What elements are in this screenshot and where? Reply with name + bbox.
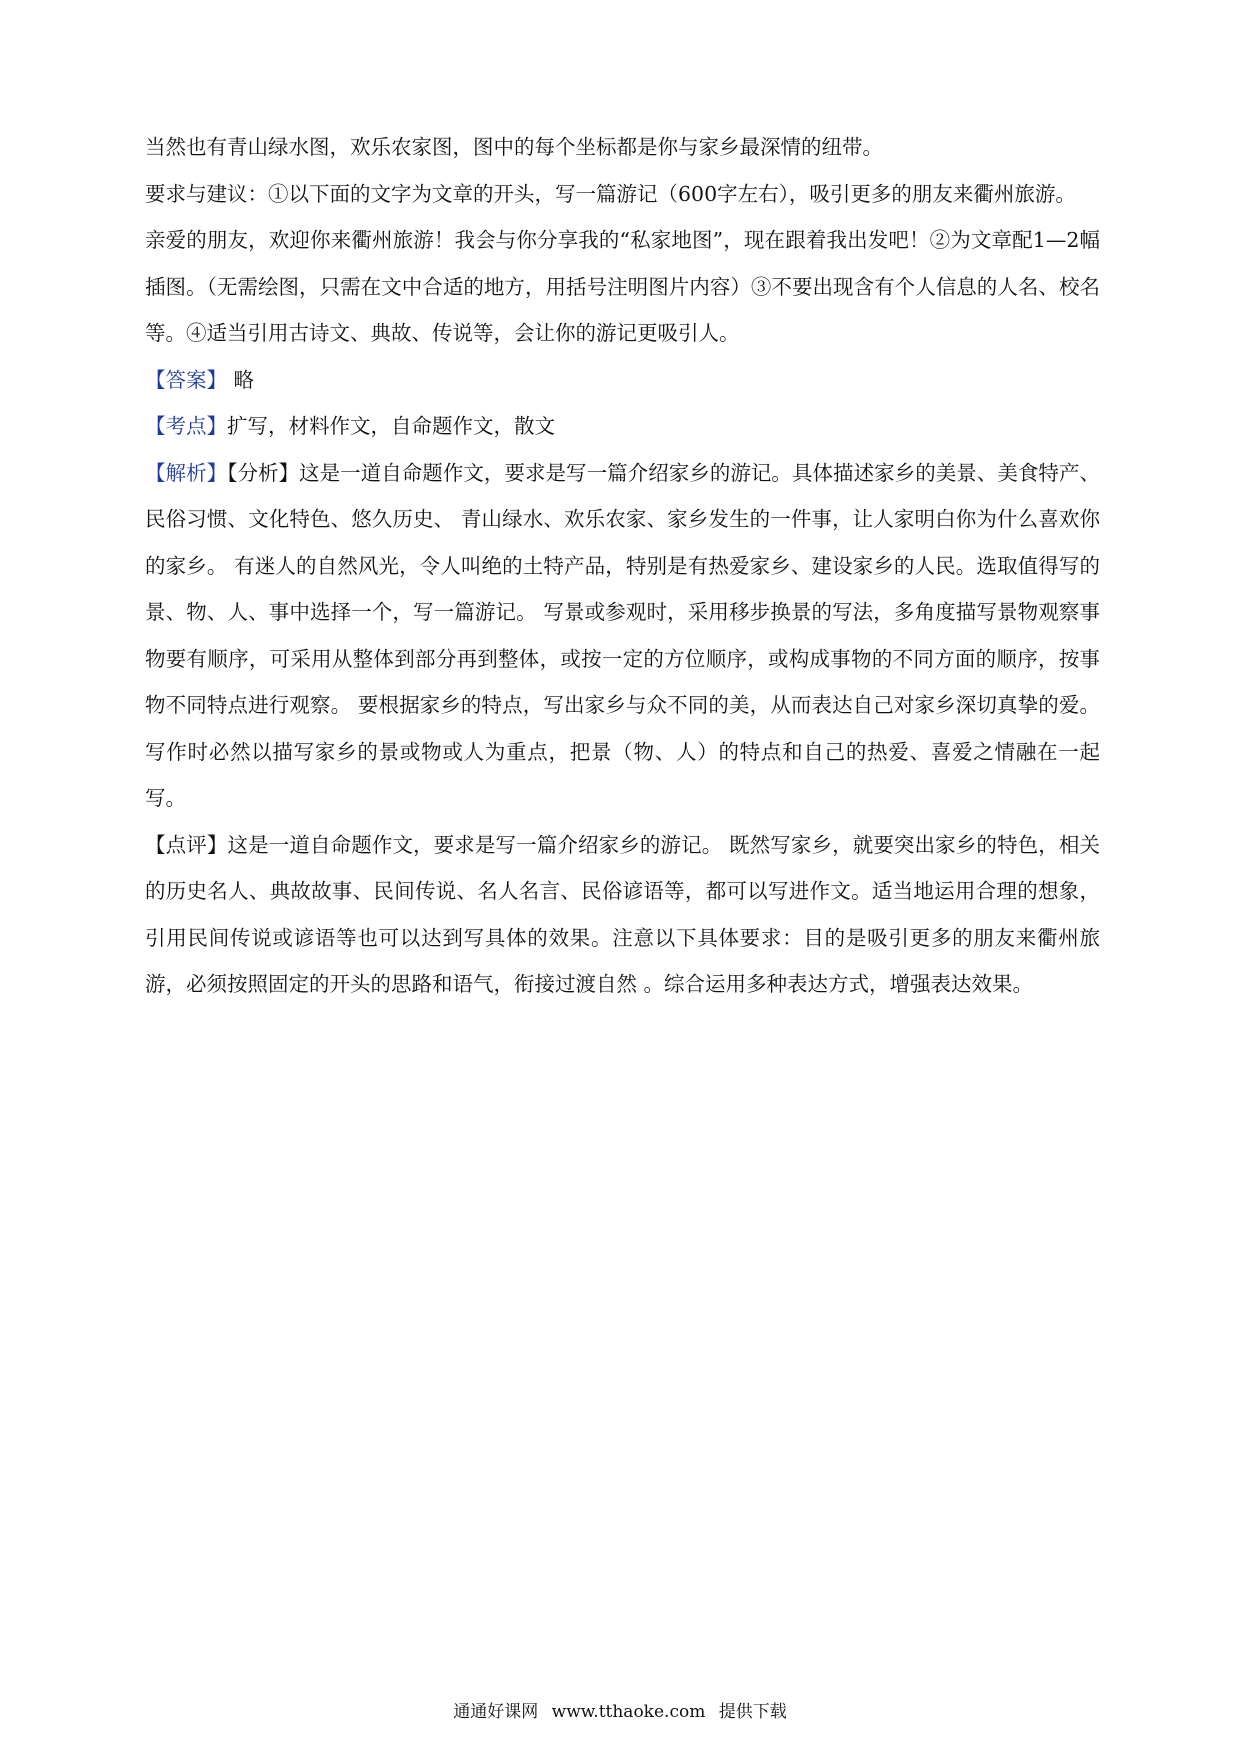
answer-section xyxy=(145,357,1100,404)
jiexi-section xyxy=(145,450,1100,822)
paragraph-opening-text: 亲爱的朋友，欢迎你来衢州旅游！我会与你分享我的“私家地图”，现在跟着我出发吧！②为文章配1—2幅插图。（无需绘图，只需在文中合适的地方，用括号注明图片内容）③不要出现含有个人信息的人名、校名等。④适当引用古诗文、典故、传说等，会让你的游记更吸引人。 xyxy=(145,228,1100,345)
answer-tag: 【答案】 xyxy=(145,367,227,392)
footer-site-name: 通通好课网 xyxy=(453,1702,539,1722)
jiexi-tag: 【解析】 xyxy=(145,460,228,485)
kaodian-text: 扩写，材料作文，自命题作文，散文 xyxy=(227,414,555,438)
footer-url[interactable]: www.tthaoke.com xyxy=(551,1702,706,1722)
dianping-tag: 【点评】 xyxy=(145,832,228,857)
kaodian-tag: 【考点】 xyxy=(145,414,227,438)
page-footer xyxy=(0,1700,1240,1724)
dianping-text: 这是一道自命题作文，要求是写一篇介绍家乡的游记。 既然写家乡，就要突出家乡的特色，相关的历史名人、典故故事、民间传说、名人名言、民俗谚语等，都可以写进作文。适当地运用合理的想象，引用民间传说或谚语等也可以达到写具体的效果。注意以下具体要求：目的是吸引更多的朋友来衢州旅游，必须按照固定的开头的思路和语气，衔接过渡自然 。综合运用多种表达方式，增强表达效果。 xyxy=(145,832,1101,996)
jiexi-text: 【分析】这是一道自命题作文，要求是写一篇介绍家乡的游记。具体描述家乡的美景、美食特产、民俗习惯、文化特色、悠久历史、 青山绿水、欢乐农家、家乡发生的一件事，让人家明白你为什么喜欢你的家乡。 有迷人的自然风光，令人叫绝的土特产品，特别是有热爱家乡、建设家乡的人民。选取值得写的景、物、人、事中选择一个，写一篇游记。 写景或参观时，采用移步换景的写法，多角度描写景物观察事物要有顺序，可采用从整体到部分再到整体，或按一定的方位顺序，或构成事物的不同方面的顺序，按事物不同特点进行观察。 要根据家乡的特点，写出家乡与众不同的美，从而表达自己对家乡深切真挚的爱。写作时必然以描写家乡的景或物或人为重点，把景（物、人）的特点和自己的热爱、喜爱之情融在一起写。 xyxy=(145,460,1101,810)
paragraph-requirements: 要求与建议：①以下面的文字为文章的开头，写一篇游记（600字左右），吸引更多的朋友来衢州旅游。 xyxy=(145,181,1076,206)
dianping-section xyxy=(145,822,1100,1008)
document-body xyxy=(145,124,1100,1008)
kaodian-section xyxy=(145,403,1100,450)
footer-action: 提供下载 xyxy=(718,1702,787,1722)
paragraph-intro: 当然也有青山绿水图，欢乐农家图，图中的每个坐标都是你与家乡最深情的纽带。 xyxy=(145,135,883,159)
answer-text: 略 xyxy=(227,367,255,392)
